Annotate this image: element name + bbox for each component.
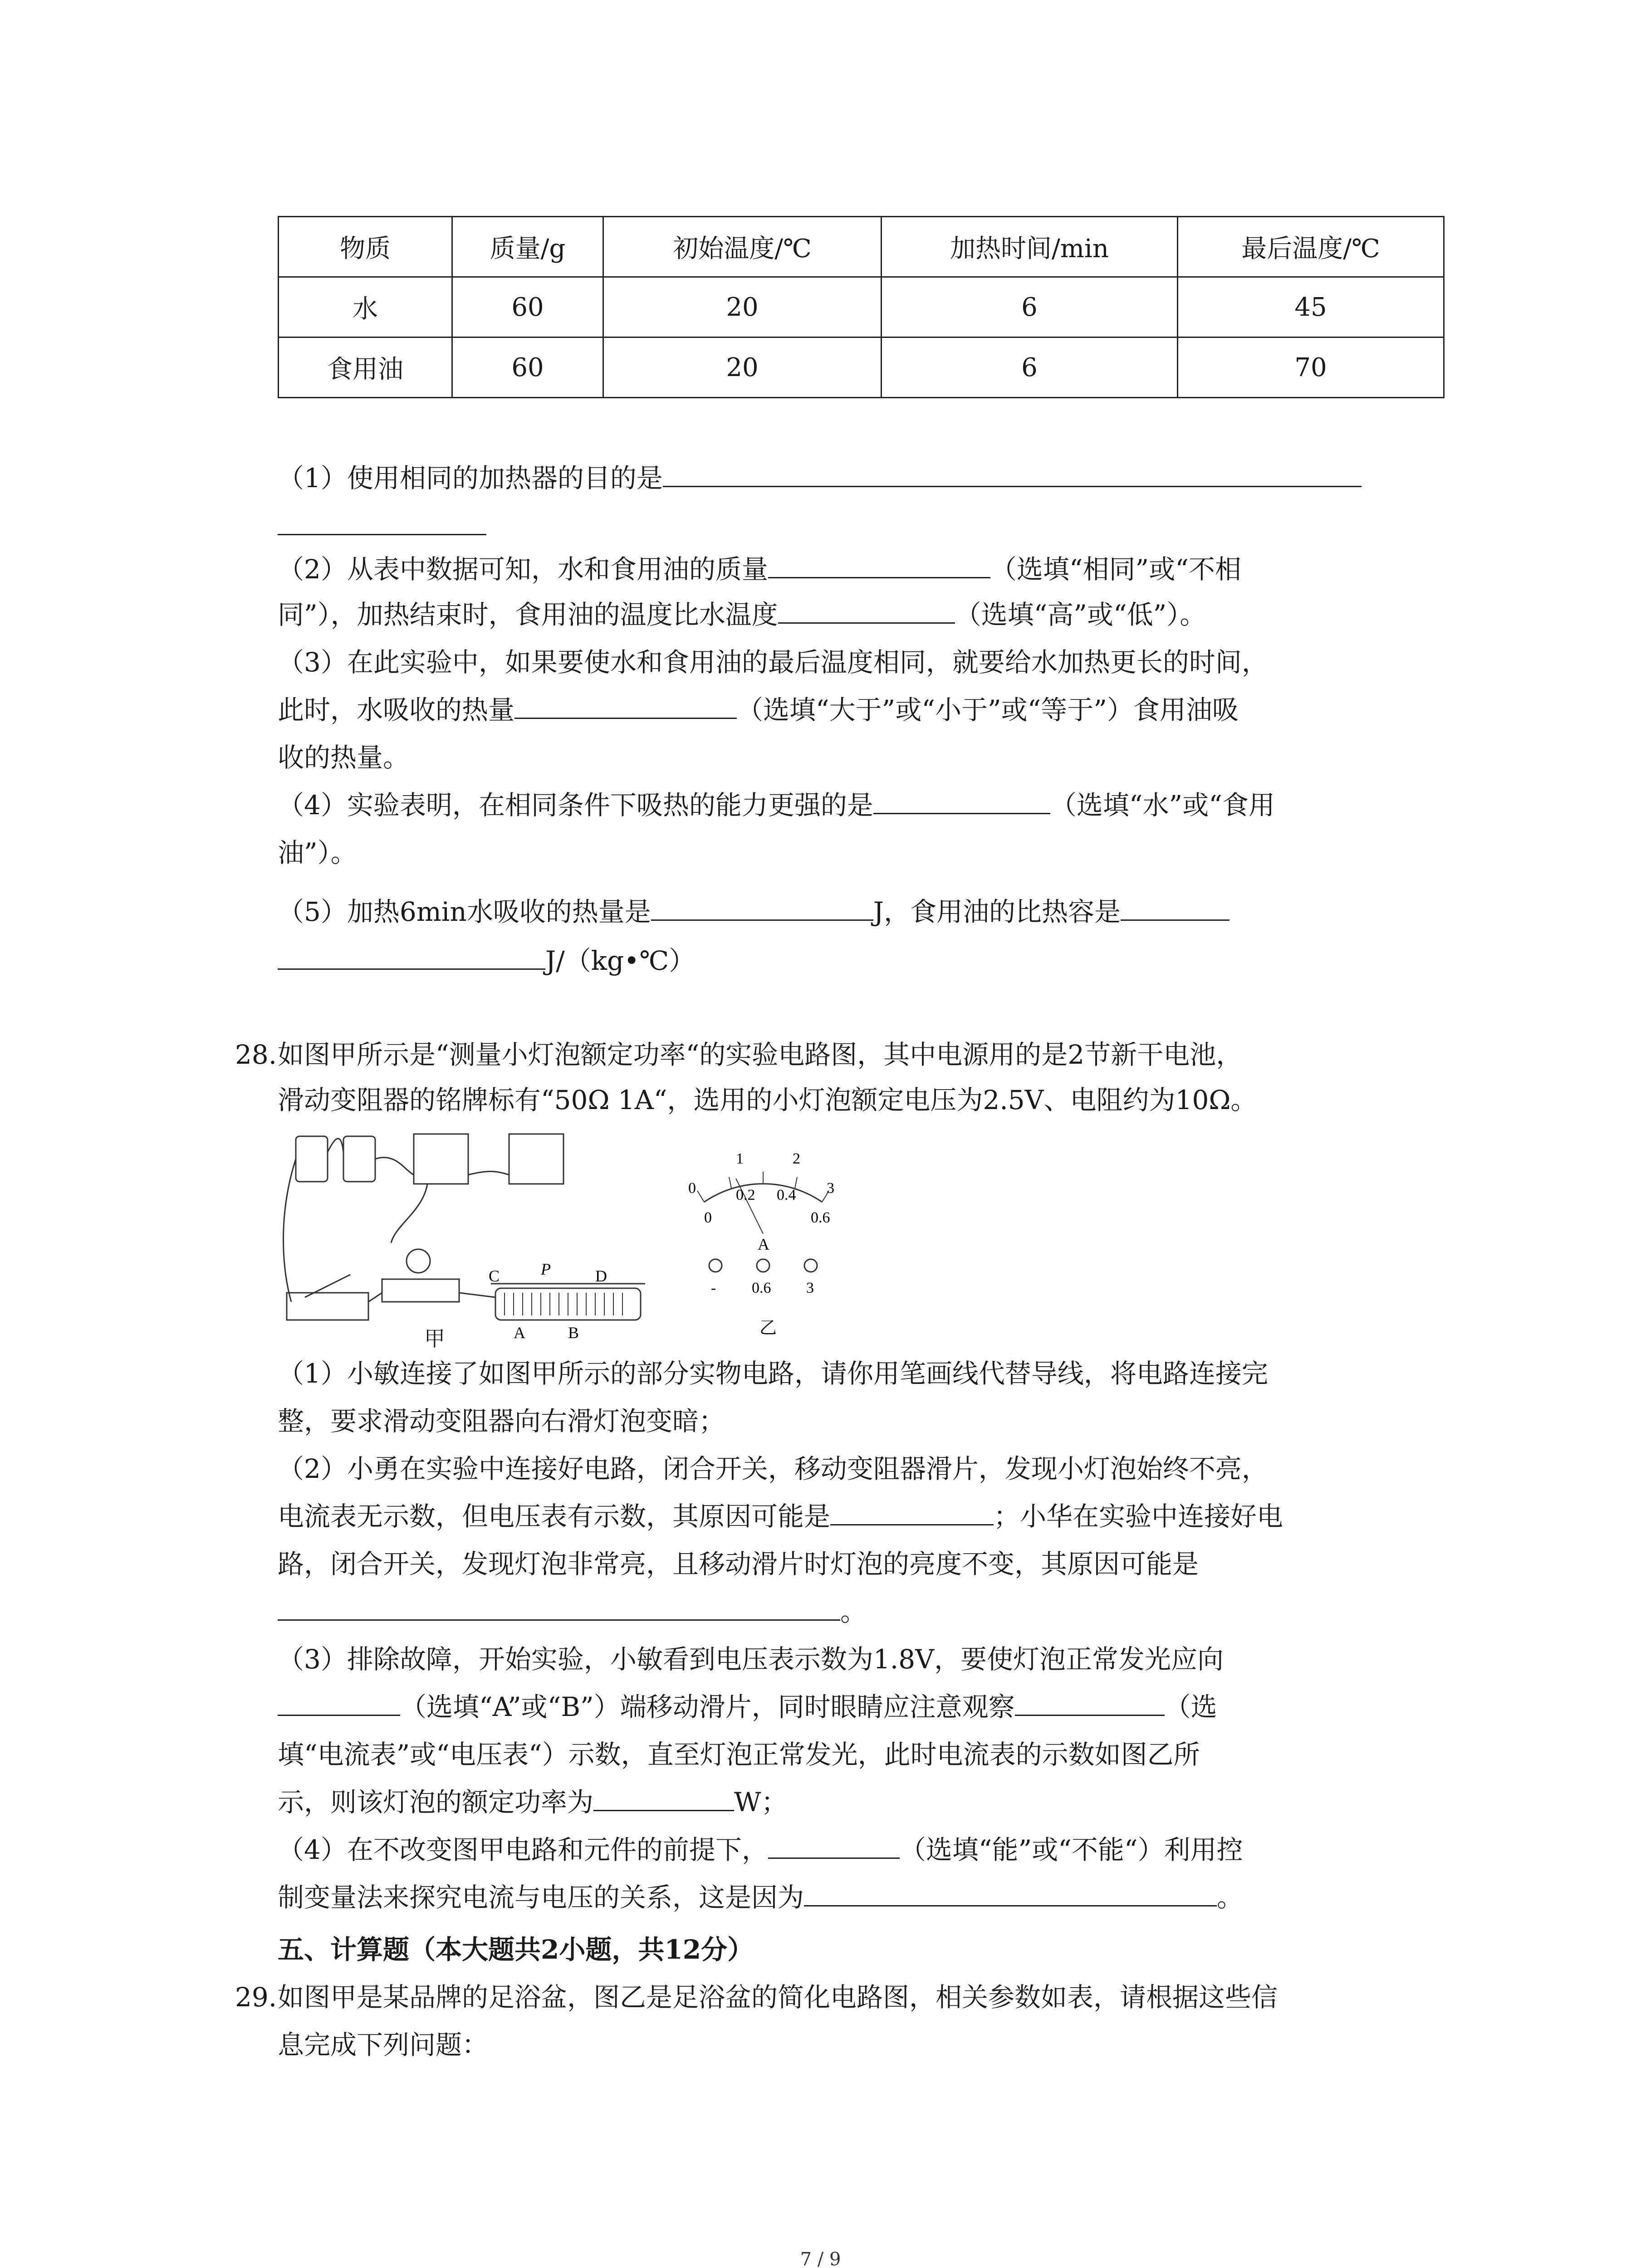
heating-data-table: [278, 216, 1445, 398]
answer-blank[interactable]: [768, 550, 990, 578]
q28-part3-line4: [278, 1779, 788, 1825]
terminal-icon: [804, 1259, 817, 1272]
q29-line1: [278, 1975, 1278, 2020]
answer-blank[interactable]: [593, 1783, 734, 1811]
q28-part3-line3: [278, 1732, 1200, 1777]
q29-line2: [278, 2022, 488, 2068]
answer-blank[interactable]: [278, 507, 486, 535]
answer-blank[interactable]: [514, 690, 737, 719]
rheostat-label-b: B: [568, 1324, 579, 1342]
table-header-cell: 加热时间/min: [882, 217, 1178, 277]
q28-p2d-text: 路，闭合开关，发现灯泡非常亮，且移动滑片时灯泡的亮度不变，其原因可能是: [278, 1549, 1199, 1579]
q28-p1b-text: 整，要求滑动变阻器向右滑灯泡变暗；: [278, 1406, 725, 1437]
table-header-cell: 初始温度/℃: [603, 217, 882, 277]
answer-blank[interactable]: [768, 1830, 900, 1859]
q28-p3f-text: W；: [734, 1787, 788, 1818]
q28-part3-line2: [278, 1684, 1217, 1730]
q27-p2b-text: （选填“相同”或“不相: [990, 554, 1241, 585]
answer-blank[interactable]: [830, 1497, 994, 1525]
q28-part4-line2: [278, 1875, 1243, 1920]
q27-p3c-text: （选填“大于”或“小于”或“等于”）食用油吸: [737, 694, 1239, 725]
answer-blank[interactable]: [663, 459, 1362, 487]
meter-bottom-tick: 0.2: [736, 1187, 755, 1203]
q28-p3b-text: （选填“A”或“B”）端移动滑片，同时眼睛应注意观察: [400, 1691, 1015, 1722]
meter-unit: A: [758, 1235, 769, 1253]
q28-p2a-text: （2）小勇在实验中连接好电路，闭合开关，移动变阻器滑片，发现小灯泡始终不亮，: [278, 1453, 1268, 1484]
q27-part2-line1: [278, 547, 1241, 592]
q27-p2d-text: （选填“高”或“低”）。: [955, 599, 1206, 630]
q28-p2b-text: 电流表无示数，但电压表有示数，其原因可能是: [278, 1501, 831, 1532]
q28-p3c-text: （选: [1164, 1691, 1217, 1722]
answer-blank[interactable]: [278, 941, 545, 970]
meter-top-tick: 1: [736, 1150, 744, 1167]
table-cell: 6: [882, 277, 1178, 337]
table-header-cell: 物质: [279, 217, 452, 277]
terminal-icon: [709, 1259, 722, 1272]
q27-part1-cont: [278, 503, 486, 549]
q28-p1a-text: （1）小敏连接了如图甲所示的部分实物电路，请你用笔画线代替导线，将电路连接完: [278, 1358, 1268, 1389]
terminal-label: -: [711, 1280, 716, 1296]
q27-part3-line3: [278, 735, 409, 780]
answer-blank[interactable]: [278, 1687, 400, 1716]
answer-blank[interactable]: [873, 786, 1050, 814]
q27-p2a-text: （2）从表中数据可知，水和食用油的质量: [278, 554, 768, 585]
rheostat-label-c: C: [489, 1267, 500, 1285]
terminal-icon: [757, 1259, 769, 1272]
battery-icon: [343, 1136, 375, 1182]
table-header-row: [279, 217, 1444, 277]
q27-part4-line2: [278, 830, 357, 875]
q27-part2-line2: [278, 592, 1206, 637]
q28-intro1-text: 如图甲所示是“测量小灯泡额定功率“的实验电路图，其中电源用的是2节新干电池，: [278, 1039, 1243, 1070]
switch-icon: [287, 1293, 368, 1320]
q27-part5-line1: [278, 889, 1230, 934]
table-cell: 6: [882, 337, 1178, 398]
circuit-diagram: [278, 1125, 877, 1352]
q28-number: 28.: [235, 1039, 277, 1070]
q28-part4-line1: [278, 1827, 1243, 1872]
answer-blank[interactable]: [1015, 1687, 1165, 1716]
q27-p4b-text: （选填“水”或“食用: [1050, 790, 1275, 821]
q27-p3a-text: （3）在此实验中，如果要使水和食用油的最后温度相同，就要给水加热更长的时间，: [278, 647, 1268, 678]
q27-p4a-text: （4）实验表明，在相同条件下吸热的能力更强的是: [278, 790, 873, 821]
q28-part2-line2: [278, 1494, 1283, 1539]
bulb-base: [382, 1279, 459, 1302]
q28-p4c-text: 制变量法来探究电流与电压的关系，这是因为: [278, 1882, 804, 1913]
q27-p5c-text: J/（kg•℃）: [545, 945, 696, 976]
page-number: 7 / 9: [800, 2249, 841, 2268]
light-bulb-icon: [407, 1249, 430, 1273]
circuit-figure: [278, 1125, 877, 1352]
q27-part3-line1: [278, 640, 1268, 685]
table-cell: 70: [1178, 337, 1444, 398]
table-cell: 60: [452, 337, 603, 398]
q29-number: 29.: [235, 1982, 277, 2013]
figure-label-jia: 甲: [424, 1326, 445, 1351]
q29-line2-text: 息完成下列问题：: [278, 2029, 489, 2060]
meter-top-tick: 2: [793, 1150, 800, 1167]
q28-p4b-text: （选填“能”或“不能“）利用控: [899, 1834, 1243, 1865]
answer-blank[interactable]: [804, 1878, 1217, 1906]
rheostat-label-d: D: [595, 1267, 607, 1285]
table-row: [279, 337, 1444, 398]
table-cell: 60: [452, 277, 603, 337]
q28-part2-line3: [278, 1541, 1199, 1587]
q28-intro-line2: [278, 1077, 1257, 1123]
answer-blank[interactable]: [278, 1592, 840, 1621]
q27-part4-line1: [278, 782, 1275, 828]
q28-intro-line1: [278, 1032, 1242, 1077]
answer-blank[interactable]: [651, 892, 873, 921]
q28-part3-line1: [278, 1637, 1224, 1682]
q28-part2-line4: [278, 1589, 867, 1634]
q28-part1-line2: [278, 1398, 725, 1444]
figure-label-yi: 乙: [759, 1318, 777, 1338]
q28-p3a-text: （3）排除故障，开始实验，小敏看到电压表示数为1.8V，要使灯泡正常发光应向: [278, 1644, 1224, 1675]
rheostat-label-p: P: [541, 1260, 551, 1278]
table-header-cell: 质量/g: [452, 217, 603, 277]
q27-p1-text: （1）使用相同的加热器的目的是: [278, 463, 663, 494]
q28-part1-line1: [278, 1351, 1268, 1396]
q28-p3e-text: 示，则该灯泡的额定功率为: [278, 1787, 594, 1818]
meter-bottom-tick: 0.6: [811, 1209, 830, 1226]
table-row: [279, 277, 1444, 337]
terminal-label: 3: [806, 1280, 814, 1296]
table-cell: 20: [603, 277, 882, 337]
q28-p4d-text: 。: [1217, 1882, 1244, 1913]
voltmeter-icon: [509, 1134, 563, 1184]
section-heading: 五、计算题（本大题共2小题，共12分）: [278, 1934, 754, 1965]
q28-p3d-text: 填“电流表”或“电压表“）示数，直至灯泡正常发光，此时电流表的示数如图乙所: [278, 1739, 1200, 1770]
ammeter-icon: [414, 1134, 468, 1184]
q27-part1: [278, 455, 1362, 501]
meter-top-tick: 0: [688, 1180, 696, 1197]
q28-intro2-text: 滑动变阻器的铭牌标有“50Ω 1A“，选用的小灯泡额定电压为2.5V、电阻约为10Ω。: [278, 1085, 1257, 1115]
q27-p5b-text: J，食用油的比热容是: [873, 896, 1121, 927]
table-cell: 45: [1178, 277, 1444, 337]
battery-icon: [296, 1136, 328, 1182]
q27-p5a-text: （5）加热6min水吸收的热量是: [278, 896, 651, 927]
q27-part3-line2: [278, 687, 1239, 733]
q28-p4a-text: （4）在不改变图甲电路和元件的前提下，: [278, 1834, 768, 1865]
meter-top-tick: 3: [827, 1180, 834, 1197]
q27-p3d-text: 收的热量。: [278, 742, 410, 773]
ammeter-scale-arc: [704, 1184, 822, 1202]
q27-p2c-text: 同”），加热结束时，食用油的温度比水温度: [278, 599, 778, 630]
q27-p3b-text: 此时，水吸收的热量: [278, 694, 515, 725]
table-header-cell: 最后温度/℃: [1178, 217, 1444, 277]
meter-bottom-tick: 0.4: [777, 1187, 796, 1203]
answer-blank[interactable]: [1121, 892, 1230, 921]
rheostat-label-a: A: [514, 1324, 525, 1342]
q28-part2-line1: [278, 1446, 1268, 1491]
table-cell: 食用油: [279, 337, 452, 398]
answer-blank[interactable]: [778, 595, 955, 624]
terminal-label: 0.6: [752, 1280, 771, 1296]
table-cell: 水: [279, 277, 452, 337]
q28-p2c-text: ；小华在实验中连接好电: [994, 1501, 1283, 1532]
q27-p4c-text: 油”）。: [278, 837, 357, 868]
table-cell: 20: [603, 337, 882, 398]
q27-part5-line2: [278, 938, 695, 983]
q29-line1-text: 如图甲是某品牌的足浴盆，图乙是足浴盆的简化电路图，相关参数如表，请根据这些信: [278, 1982, 1278, 2013]
meter-bottom-tick: 0: [704, 1209, 712, 1226]
q28-p2e-text: 。: [840, 1596, 867, 1627]
